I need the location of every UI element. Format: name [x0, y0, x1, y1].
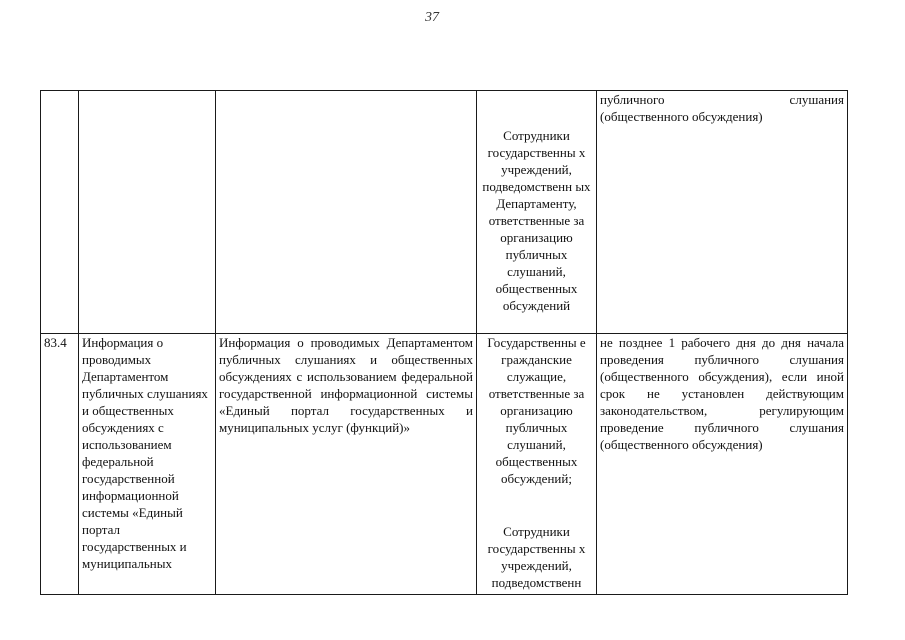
responsible-text: Сотрудники государственны х учреждений, подведомственн	[487, 524, 586, 590]
cell-spacer	[480, 487, 593, 523]
deadline-line: (общественного обсуждения)	[600, 109, 763, 124]
responsible-text: Сотрудники государственны х учреждений, подведомственн ых Департаменту, ответственные за организацию публичных слушаний, общественных обсуждений	[482, 128, 591, 313]
responsible-text: Государственны е гражданские служащие, ответственные за организацию публичных слушаний, общественных обсуждений;	[487, 335, 586, 486]
cell-spacer	[480, 91, 593, 127]
cell-number	[41, 91, 79, 334]
deadline-line: публичного слушания	[600, 92, 844, 107]
page-number: 37	[425, 10, 439, 25]
table-row-83-4	[41, 334, 848, 595]
cell-deadline	[597, 91, 848, 334]
cell-deadline: не позднее 1 рабочего дня до дня начала проведения публичного слушания (общественного обсуждения), если иной срок не установлен действующим законодательством, регулирующим проведение публичного слушания (общественного обсуждения)	[597, 334, 848, 595]
cell-number: 83.4	[41, 334, 79, 595]
cell-responsible	[477, 91, 597, 334]
document-table	[40, 90, 848, 595]
cell-description	[216, 91, 477, 334]
cell-description: Информация о проводимых Департаментом публичных слушаниях и общественных обсуждениях с использованием федеральной государственной информационной системы «Единый портал государственных и муниципальных услуг (функций)»	[216, 334, 477, 595]
cell-responsible	[477, 334, 597, 595]
cell-name: Информация о проводимых Департаментом публичных слушаниях и общественных обсуждениях с использованием федеральной государственной информационной системы «Единый портал государственных и муниципальных	[79, 334, 216, 595]
cell-name	[79, 91, 216, 334]
table-row-continuation	[41, 91, 848, 334]
